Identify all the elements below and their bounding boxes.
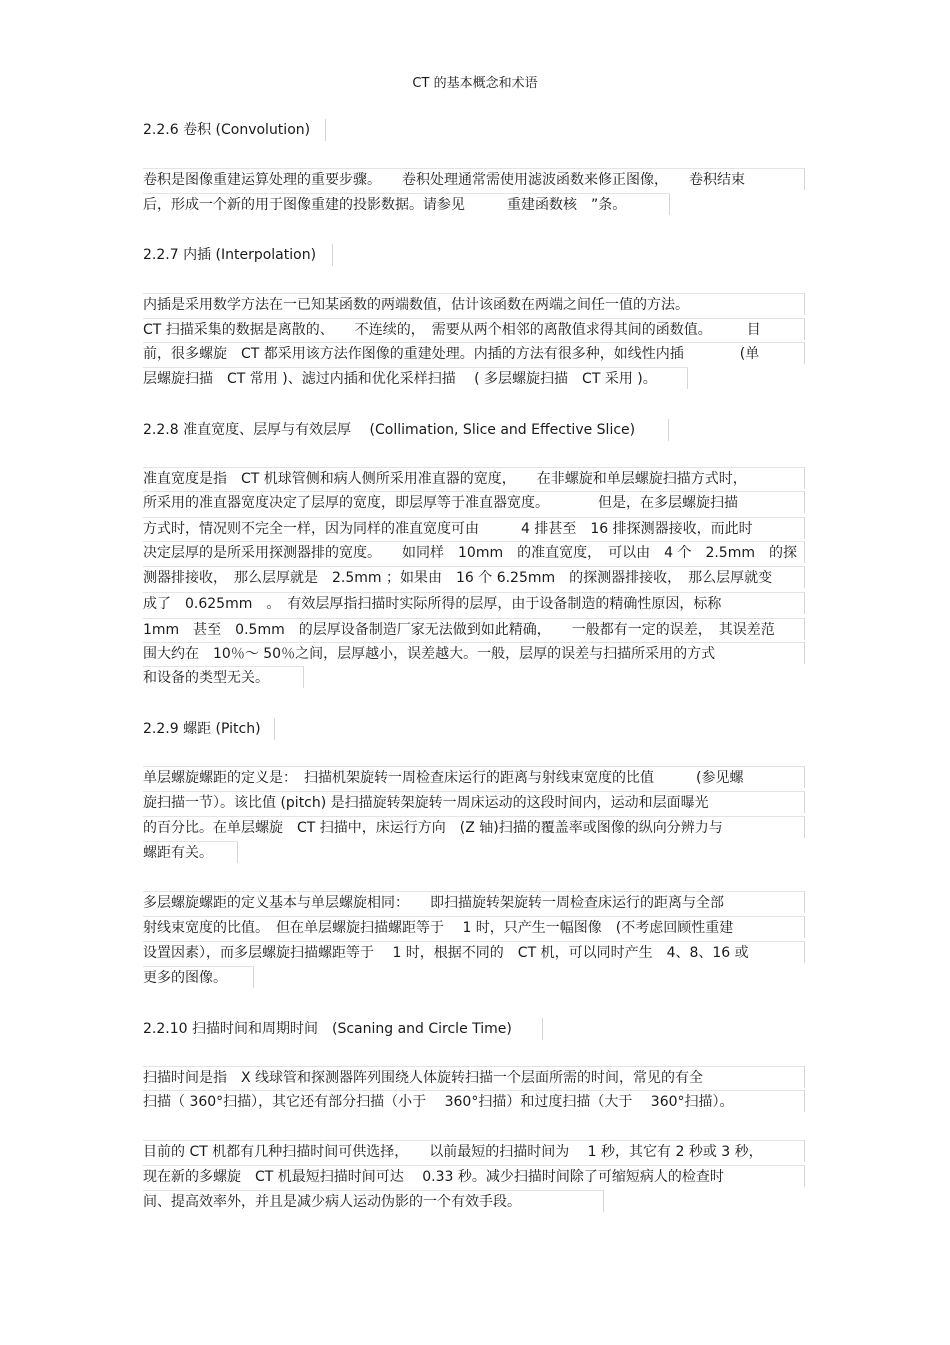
paragraph-line: 后，形成一个新的用于图像重建的投影数据。请参见 重建函数核 ”条。 — [143, 193, 670, 215]
paragraph-line: 单层螺旋螺距的定义是： 扫描机架旋转一周检查床运行的距离与射线束宽度的比值 (参见螺 — [143, 766, 805, 788]
paragraph-line: 扫描时间是指 X 线球管和探测器阵列围绕人体旋转扫描一个层面所需的时间，常见的有全 — [143, 1066, 805, 1088]
section-heading-2-2-9: 2.2.9 螺距 (Pitch) — [143, 718, 275, 740]
paragraph-line: 间、提高效率外，并且是减少病人运动伪影的一个有效手段。 — [143, 1190, 604, 1212]
paragraph-line: 射线束宽度的比值。 但在单层螺旋扫描螺距等于 1 时，只产生一幅图像 (不考虑回顾性重建 — [143, 916, 805, 938]
paragraph-line: 设置因素），而多层螺旋扫描螺距等于 1 时，根据不同的 CT 机，可以同时产生 4、8、16 或 — [143, 941, 805, 963]
paragraph-line: 决定层厚的是所采用探测器排的宽度。 如同样 10mm 的准直宽度， 可以由 4 个 2.5mm 的探 — [143, 541, 805, 563]
paragraph-line: 层螺旋扫描 CT 常用 )、滤过内插和优化采样扫描 ( 多层螺旋扫描 CT 采用 )。 — [143, 367, 688, 389]
paragraph-line: 扫描（ 360°扫描），其它还有部分扫描（小于 360°扫描）和过度扫描（大于 360°扫描）。 — [143, 1090, 805, 1112]
paragraph-line: 螺距有关。 — [143, 841, 238, 863]
paragraph-line: 测器排接收， 那么层厚就是 2.5mm ；如果由 16 个 6.25mm 的探测器排接收， 那么层厚就变 — [143, 566, 805, 588]
paragraph-line: 和设备的类型无关。 — [143, 666, 304, 688]
paragraph-line: 现在新的多螺旋 CT 机最短扫描时间可达 0.33 秒。减少扫描时间除了可缩短病人的检查时 — [143, 1165, 805, 1187]
paragraph-line: 旋扫描一节）。该比值 (pitch) 是扫描旋转架旋转一周床运动的这段时间内，运动和层面曝光 — [143, 791, 805, 813]
section-heading-2-2-8: 2.2.8 准直宽度、层厚与有效层厚 (Collimation, Slice and Effective Slice) — [143, 419, 669, 441]
paragraph-line: 卷积是图像重建运算处理的重要步骤。 卷积处理通常需使用滤波函数来修正图像， 卷积结束 — [143, 168, 805, 190]
section-heading-2-2-7: 2.2.7 内插 (Interpolation) — [143, 244, 333, 266]
page-header-title: CT 的基本概念和术语 — [412, 76, 538, 91]
paragraph-line: 的百分比。在单层螺旋 CT 扫描中，床运行方向 (Z 轴)扫描的覆盖率或图像的纵向分辨力与 — [143, 816, 805, 838]
paragraph-line: 方式时，情况则不完全一样，因为同样的准直宽度可由 4 排甚至 16 排探测器接收，而此时 — [143, 517, 805, 539]
paragraph-line: 围大约在 10％～ 50％之间，层厚越小，误差越大。一般，层厚的误差与扫描所采用的方式 — [143, 642, 805, 664]
paragraph-line: 前，很多螺旋 CT 都采用该方法作图像的重建处理。内插的方法有很多种，如线性内插 (单 — [143, 342, 805, 364]
paragraph-line: 更多的图像。 — [143, 966, 254, 988]
paragraph-line: 所采用的准直器宽度决定了层厚的宽度，即层厚等于准直器宽度。 但是，在多层螺旋扫描 — [143, 491, 805, 513]
paragraph-line: 内插是采用数学方法在一已知某函数的两端数值，估计该函数在两端之间任一值的方法。 — [143, 293, 805, 315]
paragraph-line: 成了 0.625mm 。 有效层厚指扫描时实际所得的层厚，由于设备制造的精确性原因，标称 — [143, 592, 805, 614]
paragraph-line: 多层螺旋螺距的定义基本与单层螺旋相同： 即扫描旋转架旋转一周检查床运行的距离与全部 — [143, 891, 805, 913]
section-heading-2-2-10: 2.2.10 扫描时间和周期时间 (Scaning and Circle Time) — [143, 1018, 543, 1040]
section-heading-2-2-6: 2.2.6 卷积 (Convolution) — [143, 119, 326, 141]
paragraph-line: 准直宽度是指 CT 机球管侧和病人侧所采用准直器的宽度， 在非螺旋和单层螺旋扫描方式时， — [143, 467, 805, 489]
paragraph-line: CT 扫描采集的数据是离散的、 不连续的， 需要从两个相邻的离散值求得其间的函数值。 目 — [143, 318, 805, 340]
paragraph-line: 目前的 CT 机都有几种扫描时间可供选择， 以前最短的扫描时间为 1 秒，其它有 2 秒或 3 秒， — [143, 1140, 805, 1162]
paragraph-line: 1mm 甚至 0.5mm 的层厚设备制造厂家无法做到如此精确， 一般都有一定的误差， 其误差范 — [143, 618, 805, 640]
